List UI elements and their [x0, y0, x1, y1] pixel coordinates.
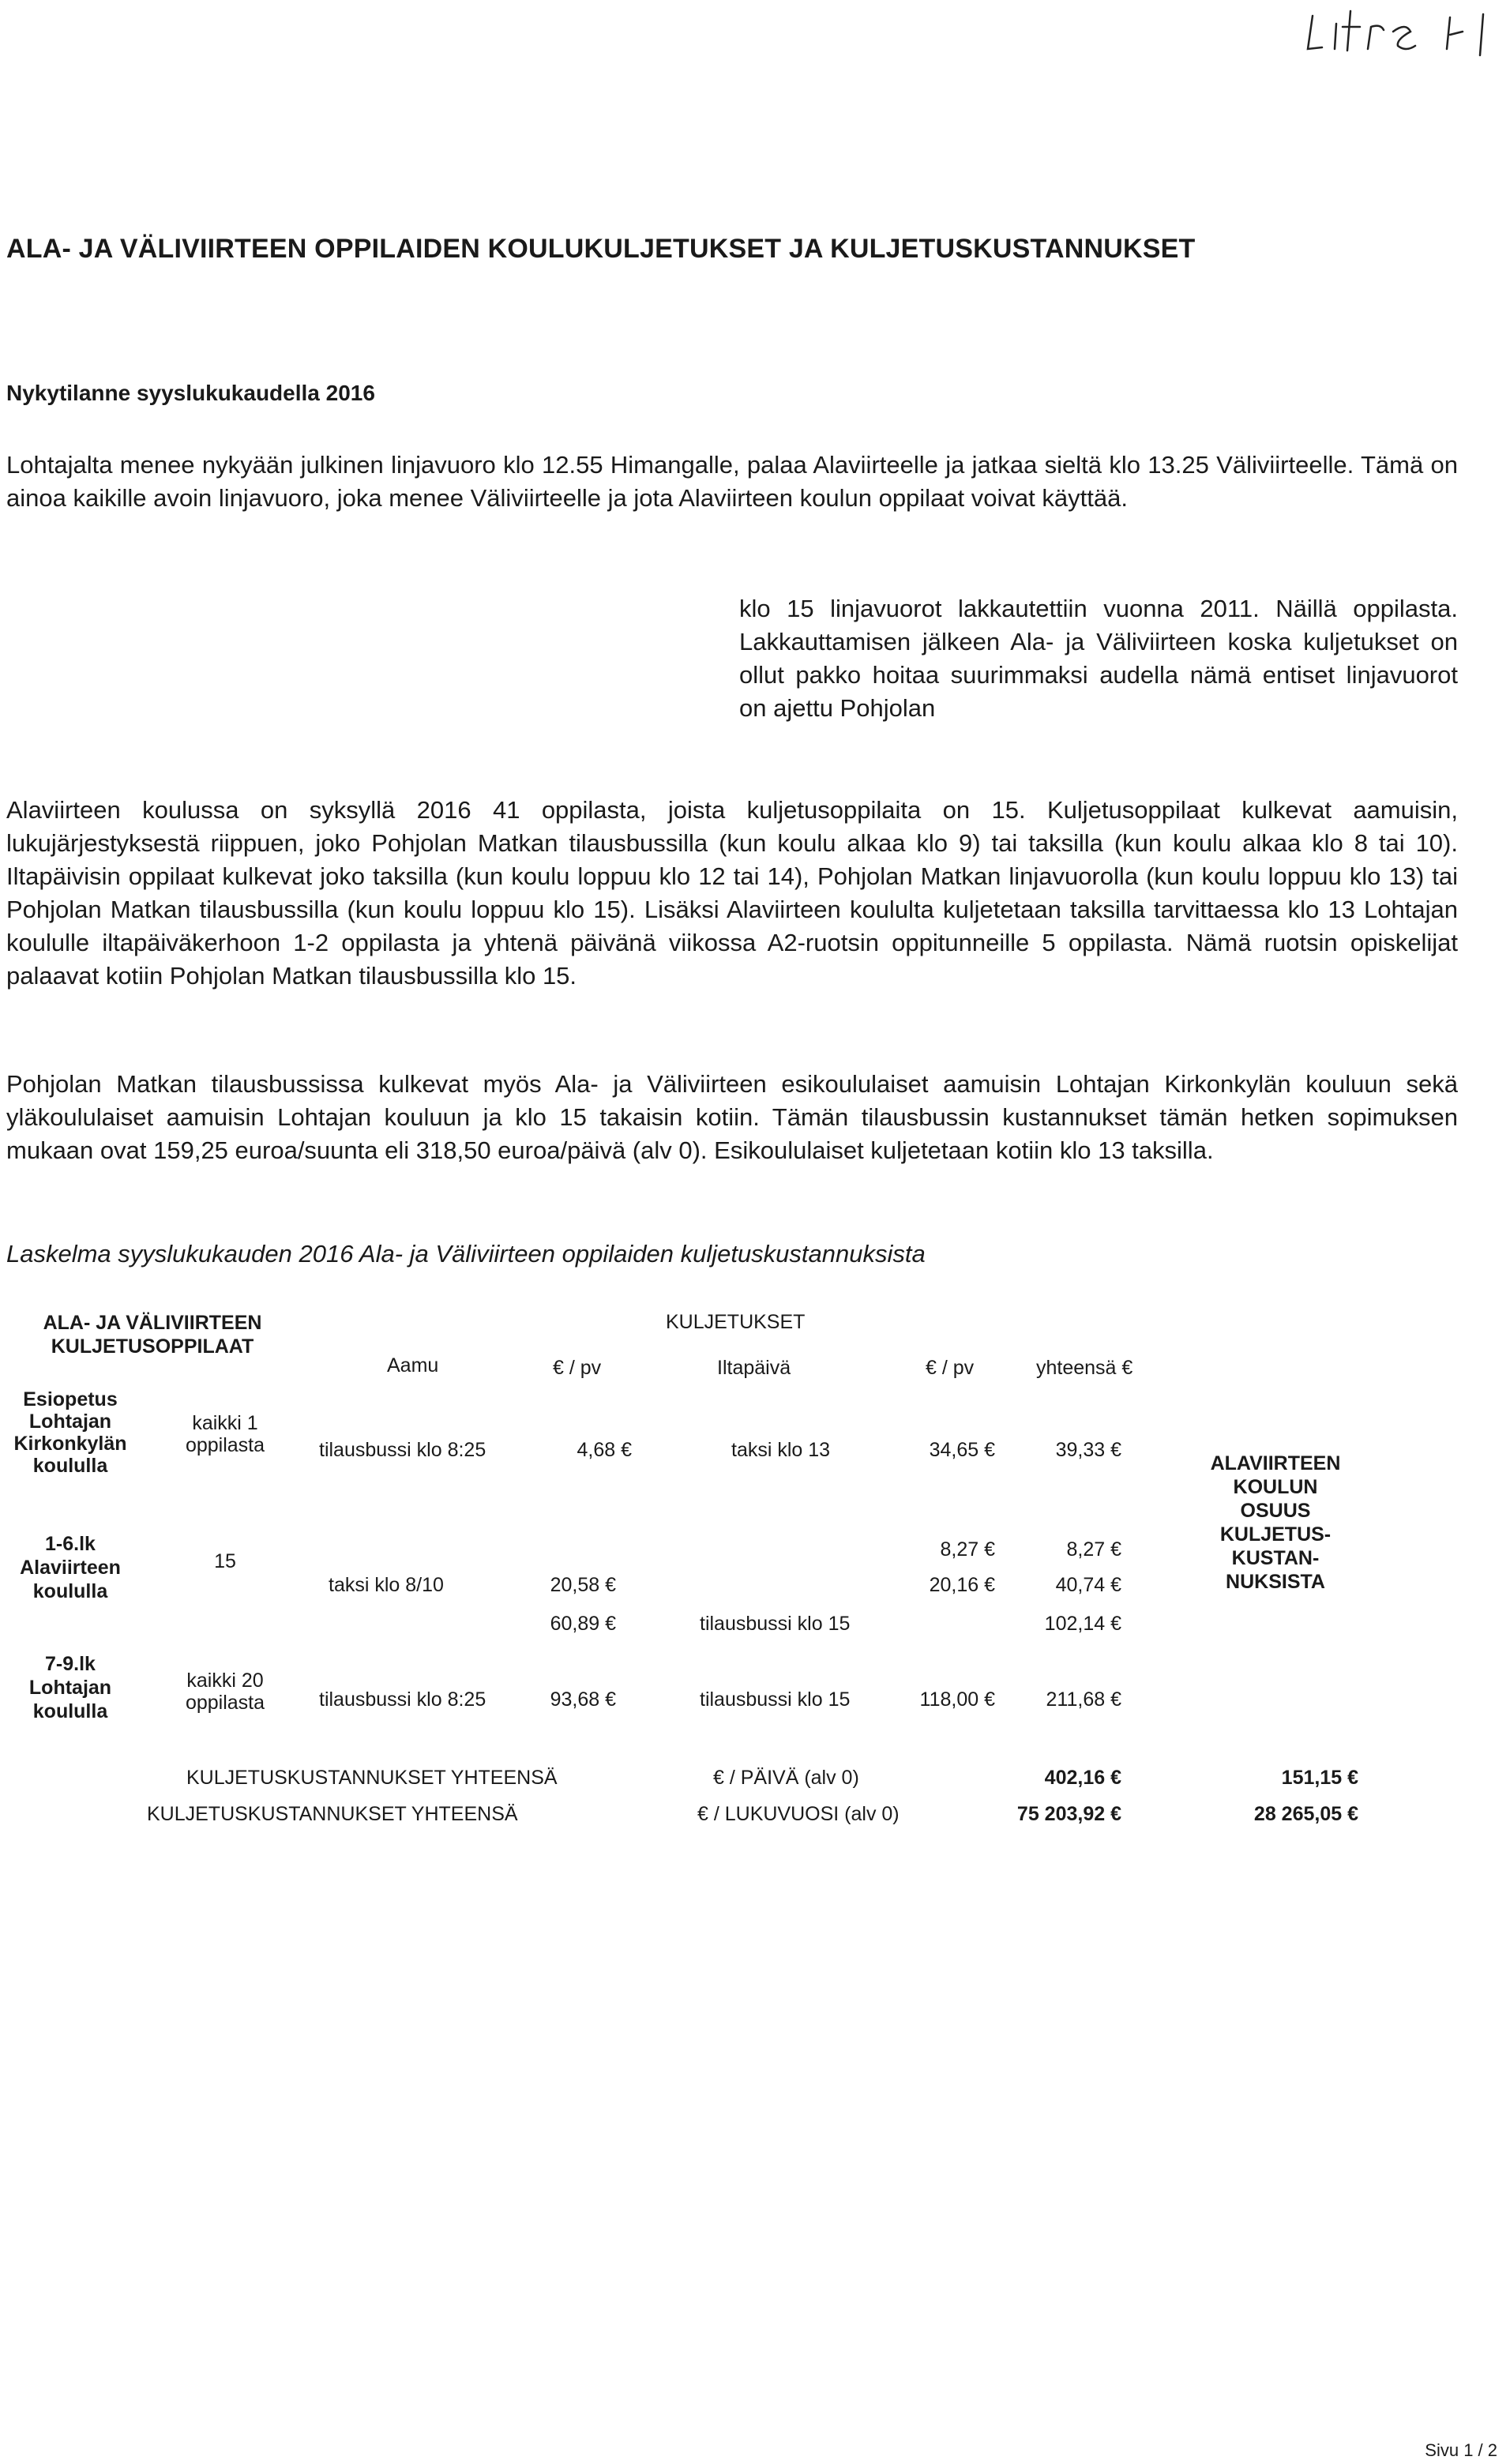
yearly-total-value: 75 203,92 €	[1016, 1803, 1121, 1825]
row-group-secondary: 7-9.lk Lohtajan koululla	[28, 1653, 112, 1722]
daily-total-value: 402,16 €	[1044, 1767, 1121, 1789]
primary-extra-afternoon-cost: 8,27 €	[940, 1538, 995, 1561]
document-title: ALA- JA VÄLIVIIRTEEN OPPILAIDEN KOULUKULJETUKSET JA KULJETUSKUSTANNUKSET	[6, 234, 1196, 264]
preschool-total: 39,33 €	[1055, 1439, 1121, 1461]
secondary-afternoon: tilausbussi klo 15	[700, 1688, 851, 1711]
row-group-primary: 1-6.lk Alaviirteen koululla	[20, 1533, 121, 1602]
paragraph-charter-bus: Pohjolan Matkan tilausbussissa kulkevat myös Ala- ja Väliviirteen esikoululaiset aamuisin Lohtajan Kirkonkylän kouluun sekä yläkoululaiset aamuisin Lohtajan kouluun ja klo 15 takaisin kotiin. Tämän tilausbussin kustannukset tämän hetken sopimuksen mukaan ovat 159,25 euroa/suunta eli 318,50 euroa/päivä (alv 0). Esikoululaiset kuljetetaan kotiin klo 13 taksilla.	[6, 1070, 1458, 1164]
header-morning: Aamu	[387, 1354, 439, 1377]
secondary-morning: tilausbussi klo 8:25	[319, 1688, 486, 1711]
preschool-afternoon-cost: 34,65 €	[929, 1439, 995, 1461]
preschool-morning-cost: 4,68 €	[577, 1439, 632, 1461]
paragraph-current-route: Lohtajalta menee nykyään julkinen linjavuoro klo 12.55 Himangalle, palaa Alaviirteelle ja jatkaa sieltä klo 13.25 Väliviirteelle. Tämä on ainoa kaikille avoin linjavuoro, joka menee Väliviirteelle ja jota Alaviirteen koulun oppilaat voivat käyttää.	[6, 451, 1458, 512]
yearly-share-value: 28 265,05 €	[1253, 1803, 1358, 1825]
school-share-label: ALAVIIRTEEN KOULUN OSUUS KULJETUS- KUSTAN- NUKSISTA	[1210, 1452, 1341, 1593]
yearly-total-unit: € / LUKUVUOSI (alv 0)	[697, 1803, 900, 1825]
header-group: ALA- JA VÄLIVIIRTEEN KULJETUSOPPILAAT	[43, 1312, 262, 1358]
yearly-total-label: KULJETUSKUSTANNUKSET YHTEENSÄ	[147, 1803, 518, 1825]
primary-morning-cost: 20,58 €	[550, 1574, 616, 1596]
preschool-afternoon: taksi klo 13	[731, 1439, 831, 1461]
row-count-primary: 15	[214, 1550, 236, 1572]
handwritten-annotation	[1295, 0, 1501, 71]
paragraph-school-transport: Alaviirteen koulussa on syksyllä 2016 41 oppilasta, joista kuljetusoppilaita on 15. Kuljetusoppilaat kulkevat aamuisin, lukujärjestyksestä riippuen, joko Pohjolan Matkan tilausbussilla (kun koulu alkaa klo 9) tai taksilla (kun koulu alkaa klo 8 tai 10). Iltapäivisin oppilaat kulkevat joko taksilla (kun koulu loppuu klo 12 tai 14), Pohjolan Matkan linjavuorolla (kun koulu loppuu klo 13) tai Pohjolan Matkan tilausbussilla (kun koulu loppuu klo 15). Lisäksi Alaviirteen koululta kuljetetaan taksilla tarvittaessa klo 13 Lohtajan koululle iltapäiväkerhoon 1-2 oppilasta ja yhtenä päivänä viikossa A2-ruotsin oppitunneille 5 oppilasta. Nämä ruotsin opiskelijat palaavat kotiin Pohjolan Matkan tilausbussilla klo 15.	[6, 796, 1458, 990]
row-count-preschool: kaikki 1 oppilasta	[185, 1412, 265, 1456]
table-caption: Laskelma syyslukukauden 2016 Ala- ja Väliviirteen oppilaiden kuljetuskustannuksista	[6, 1240, 926, 1268]
primary-morning: taksi klo 8/10	[329, 1574, 444, 1596]
paragraph-discontinued-routes: klo 15 linjavuorot lakkautettiin vuonna 2011. Näillä oppilasta. Lakkauttamisen jälkeen Ala- ja Väliviirteen koska kuljetukset on ollut pakko hoitaa suurimmaksi audella nämä entiset linjavuorot on ajettu Pohjolan	[739, 595, 1458, 722]
header-total: yhteensä €	[1036, 1357, 1133, 1379]
header-eur-per-day-afternoon: € / pv	[926, 1357, 975, 1379]
row-count-secondary: kaikki 20 oppilasta	[185, 1670, 265, 1714]
primary-total: 40,74 €	[1055, 1574, 1121, 1596]
preschool-morning: tilausbussi klo 8:25	[319, 1439, 486, 1461]
header-kuljetukset: KULJETUKSET	[666, 1311, 806, 1333]
daily-total-unit: € / PÄIVÄ (alv 0)	[713, 1767, 859, 1789]
section-heading: Nykytilanne syyslukukaudella 2016	[6, 381, 375, 405]
header-afternoon: Iltapäivä	[717, 1357, 791, 1379]
primary-bus-total: 102,14 €	[1044, 1613, 1121, 1635]
header-eur-per-day-morning: € / pv	[553, 1357, 602, 1379]
primary-extra-total: 8,27 €	[1066, 1538, 1121, 1561]
secondary-morning-cost: 93,68 €	[550, 1688, 616, 1711]
primary-bus-morning-cost: 60,89 €	[550, 1613, 616, 1635]
page-number: Sivu 1 / 2	[1425, 2440, 1497, 2460]
primary-afternoon-cost: 20,16 €	[929, 1574, 995, 1596]
secondary-afternoon-cost: 118,00 €	[919, 1688, 995, 1711]
secondary-total: 211,68 €	[1046, 1688, 1121, 1711]
daily-total-label: KULJETUSKUSTANNUKSET YHTEENSÄ	[186, 1767, 558, 1789]
primary-afternoon-bus: tilausbussi klo 15	[700, 1613, 851, 1635]
row-group-preschool: Esiopetus Lohtajan Kirkonkylän koululla	[13, 1388, 127, 1477]
daily-share-value: 151,15 €	[1281, 1767, 1358, 1789]
